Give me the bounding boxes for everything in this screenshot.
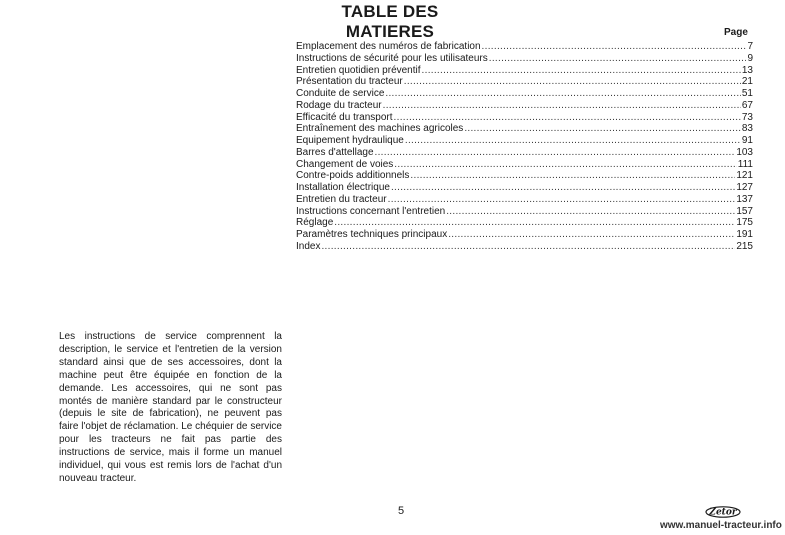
toc-leader-dots bbox=[410, 170, 735, 182]
toc-leader-dots bbox=[388, 194, 736, 206]
zetor-logo-badge bbox=[705, 506, 741, 518]
toc-entry-page: 111 bbox=[737, 158, 753, 170]
toc-entry-title: Réglage bbox=[296, 217, 334, 229]
toc-entry bbox=[296, 112, 753, 124]
toc-entry-page: 191 bbox=[736, 229, 753, 240]
toc-entry-title: Instructions concernant l'entretien bbox=[296, 205, 446, 217]
toc-entry bbox=[296, 123, 753, 135]
toc-leader-dots bbox=[404, 76, 741, 88]
toc-entry-page: 21 bbox=[741, 76, 753, 88]
zetor-logo-text: Zetor bbox=[709, 507, 737, 518]
toc-entry-title: Installation électrique bbox=[296, 182, 390, 193]
toc-entry bbox=[296, 76, 753, 88]
toc-entry-title: Barres d'attellage bbox=[296, 146, 374, 158]
toc-entry-page: 157 bbox=[736, 205, 753, 217]
toc-entry-title: Paramètres techniques principaux bbox=[296, 229, 448, 240]
toc-leader-dots bbox=[385, 88, 740, 100]
toc-entry bbox=[296, 65, 753, 77]
toc-entry-page: 137 bbox=[736, 193, 753, 205]
toc-leader-dots bbox=[489, 53, 747, 65]
toc-entry-page: 13 bbox=[741, 64, 753, 76]
toc-entry bbox=[296, 41, 753, 53]
toc-entry-page: 7 bbox=[747, 41, 753, 52]
page-number: 5 bbox=[398, 505, 405, 517]
toc-leader-dots bbox=[448, 229, 735, 241]
toc-entry-page: 127 bbox=[736, 182, 753, 193]
intro-paragraph: Les instructions de service comprennent la description, le service et l'entretien de la version standard ainsi que de ses accessoires, dont la machine peut être équipée en fonction de la demande. Les accessoires, qui ne sont pas montés de manière standard par le constructeur (depuis le site de fabrication), ne peuvent pas faire l'objet de réclamation. Le chéquier de service pour les tracteurs ne fait pas partie des instructions de service, mais il forme un manuel individuel, qui vous est remis lors de l'achat d'un nouveau tracteur. bbox=[59, 331, 282, 484]
toc-entry bbox=[296, 88, 753, 100]
toc-leader-dots bbox=[383, 100, 741, 112]
toc-entry-title: Entraînement des machines agricoles bbox=[296, 123, 464, 135]
toc-entry-page: 175 bbox=[736, 217, 753, 229]
toc-leader-dots bbox=[321, 241, 735, 253]
toc-entry bbox=[296, 135, 753, 147]
toc-entry-title: Contre-poids additionnels bbox=[296, 170, 410, 182]
toc-entry-title: Emplacement des numéros de fabrication bbox=[296, 41, 481, 52]
page-column-header: Page bbox=[724, 27, 748, 38]
toc-leader-dots bbox=[391, 182, 735, 194]
toc-entry-title: Index bbox=[296, 240, 321, 252]
table-of-contents bbox=[296, 41, 753, 253]
toc-leader-dots bbox=[394, 159, 737, 171]
toc-entry bbox=[296, 147, 753, 159]
toc-leader-dots bbox=[394, 112, 741, 124]
toc-entry-page: 103 bbox=[736, 146, 753, 158]
toc-entry-title: Efficacité du transport bbox=[296, 111, 393, 123]
toc-entry-title: Entretien du tracteur bbox=[296, 193, 387, 205]
toc-leader-dots bbox=[405, 135, 741, 147]
page-title: TABLE DES MATIERES bbox=[341, 2, 439, 41]
toc-entry bbox=[296, 229, 753, 241]
toc-entry-page: 51 bbox=[741, 88, 753, 99]
toc-entry-title: Entretien quotidien préventif bbox=[296, 64, 421, 76]
toc-entry-title: Equipement hydraulique bbox=[296, 135, 404, 146]
toc-entry bbox=[296, 53, 753, 65]
toc-entry-page: 9 bbox=[747, 52, 753, 64]
toc-entry bbox=[296, 182, 753, 194]
toc-entry bbox=[296, 241, 753, 253]
toc-entry-page: 73 bbox=[741, 111, 753, 123]
toc-entry-title: Rodage du tracteur bbox=[296, 99, 382, 111]
website-url: www.manuel-tracteur.info bbox=[660, 520, 782, 531]
toc-entry-page: 83 bbox=[741, 123, 753, 135]
toc-entry-page: 215 bbox=[736, 240, 753, 252]
toc-entry-title: Changement de voies bbox=[296, 158, 394, 170]
toc-leader-dots bbox=[446, 206, 735, 218]
toc-entry-title: Présentation du tracteur bbox=[296, 76, 403, 88]
toc-entry-title: Conduite de service bbox=[296, 88, 385, 99]
toc-entry bbox=[296, 206, 753, 218]
toc-entry bbox=[296, 170, 753, 182]
toc-entry-page: 121 bbox=[736, 170, 753, 182]
toc-leader-dots bbox=[375, 147, 736, 159]
toc-entry bbox=[296, 159, 753, 171]
toc-entry-page: 67 bbox=[741, 99, 753, 111]
toc-leader-dots bbox=[334, 217, 735, 229]
toc-leader-dots bbox=[422, 65, 741, 77]
toc-entry-page: 91 bbox=[741, 135, 753, 146]
toc-entry bbox=[296, 217, 753, 229]
toc-entry bbox=[296, 194, 753, 206]
toc-leader-dots bbox=[464, 123, 741, 135]
toc-entry-title: Instructions de sécurité pour les utilisateurs bbox=[296, 52, 488, 64]
toc-leader-dots bbox=[482, 41, 747, 53]
toc-entry bbox=[296, 100, 753, 112]
